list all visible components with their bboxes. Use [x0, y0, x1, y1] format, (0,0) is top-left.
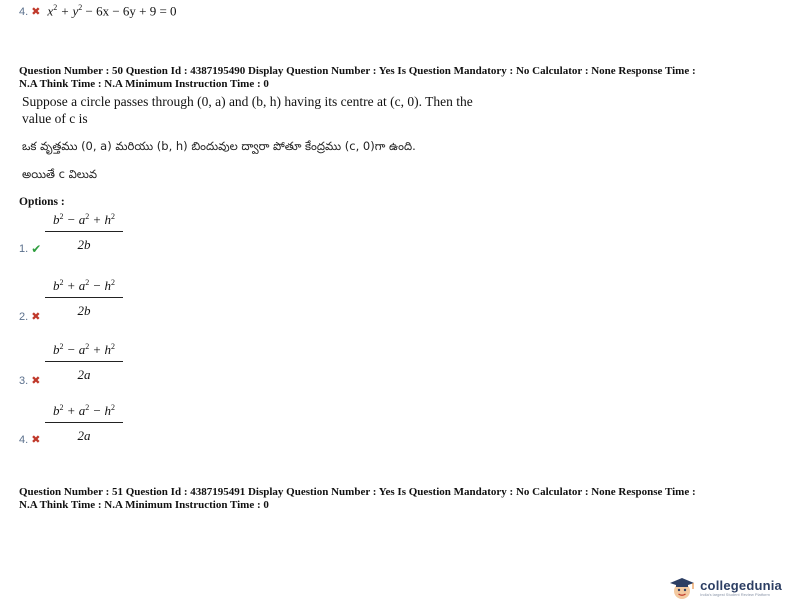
option-number: 2.	[19, 310, 29, 323]
option-3-fraction[interactable]	[45, 342, 123, 383]
option-4-fraction[interactable]	[45, 403, 123, 444]
logo-name: collegedunia	[700, 578, 782, 593]
logo-tagline: India's largest Student Review Platform	[700, 592, 770, 597]
question-text-line-1: Suppose a circle passes through (0, a) and (b, h) having its centre at (c, 0). Then the	[22, 94, 473, 109]
correct-check-icon: ✔	[31, 242, 42, 256]
question-50-text	[22, 93, 582, 127]
wrong-icon: ✖	[31, 310, 41, 323]
option-number: 1.	[19, 243, 29, 255]
numerator: $b^2 + a^2 - h^2$	[52, 403, 116, 418]
question-50-telugu-line-1: ఒక వృత్తము (0, a) మరియు (b, h) బిందువుల ద్వారా పోతూ కేంద్రము (c, 0)గా ఉంది.	[22, 139, 416, 153]
wrong-icon: ✖	[31, 433, 41, 446]
options-label: Options :	[19, 196, 65, 208]
question-50-header-line-1: Question Number : 50 Question Id : 4387195490 Display Question Number : Yes Is Question Mandatory : No Calculator : None Response Time :	[19, 65, 696, 77]
wrong-icon: ✖	[31, 374, 41, 387]
question-50-header	[19, 65, 696, 91]
denominator: 2b	[77, 237, 91, 252]
denominator: 2a	[77, 428, 91, 443]
graduation-cap-icon	[668, 576, 696, 600]
option-4-marker	[19, 433, 40, 446]
option-number: 4.	[19, 6, 29, 19]
question-50-header-line-2: N.A Think Time : N.A Minimum Instruction Time : 0	[19, 78, 269, 90]
question-51-header-line-2: N.A Think Time : N.A Minimum Instruction Time : 0	[19, 499, 269, 511]
collegedunia-logo[interactable]	[668, 576, 782, 600]
numerator: $b^2 + a^2 - h^2$	[52, 278, 116, 293]
option-2-fraction[interactable]	[45, 278, 123, 319]
question-51-header-line-1: Question Number : 51 Question Id : 4387195491 Display Question Number : Yes Is Question Mandatory : No Calculator : None Response Time :	[19, 486, 696, 498]
question-50-telugu-line-2: అయితే c విలువ	[22, 167, 98, 181]
option-3-marker	[19, 374, 40, 387]
option-2-marker	[19, 310, 40, 323]
numerator: $b^2 - a^2 + h^2$	[52, 212, 116, 227]
option-equation: $x^2 + y^2 - 6x - 6y + 9 = 0$	[47, 3, 177, 19]
option-1-fraction[interactable]	[45, 212, 123, 253]
numerator: $b^2 - a^2 + h^2$	[52, 342, 116, 357]
wrong-icon: ✖	[31, 5, 41, 19]
option-number: 4.	[19, 433, 29, 446]
denominator: 2a	[77, 367, 91, 382]
question-text-line-2: value of c is	[22, 111, 88, 126]
previous-question-option-4	[19, 3, 177, 19]
option-1-marker	[19, 242, 41, 256]
question-51-header	[19, 486, 696, 512]
denominator: 2b	[77, 303, 91, 318]
option-number: 3.	[19, 374, 29, 387]
